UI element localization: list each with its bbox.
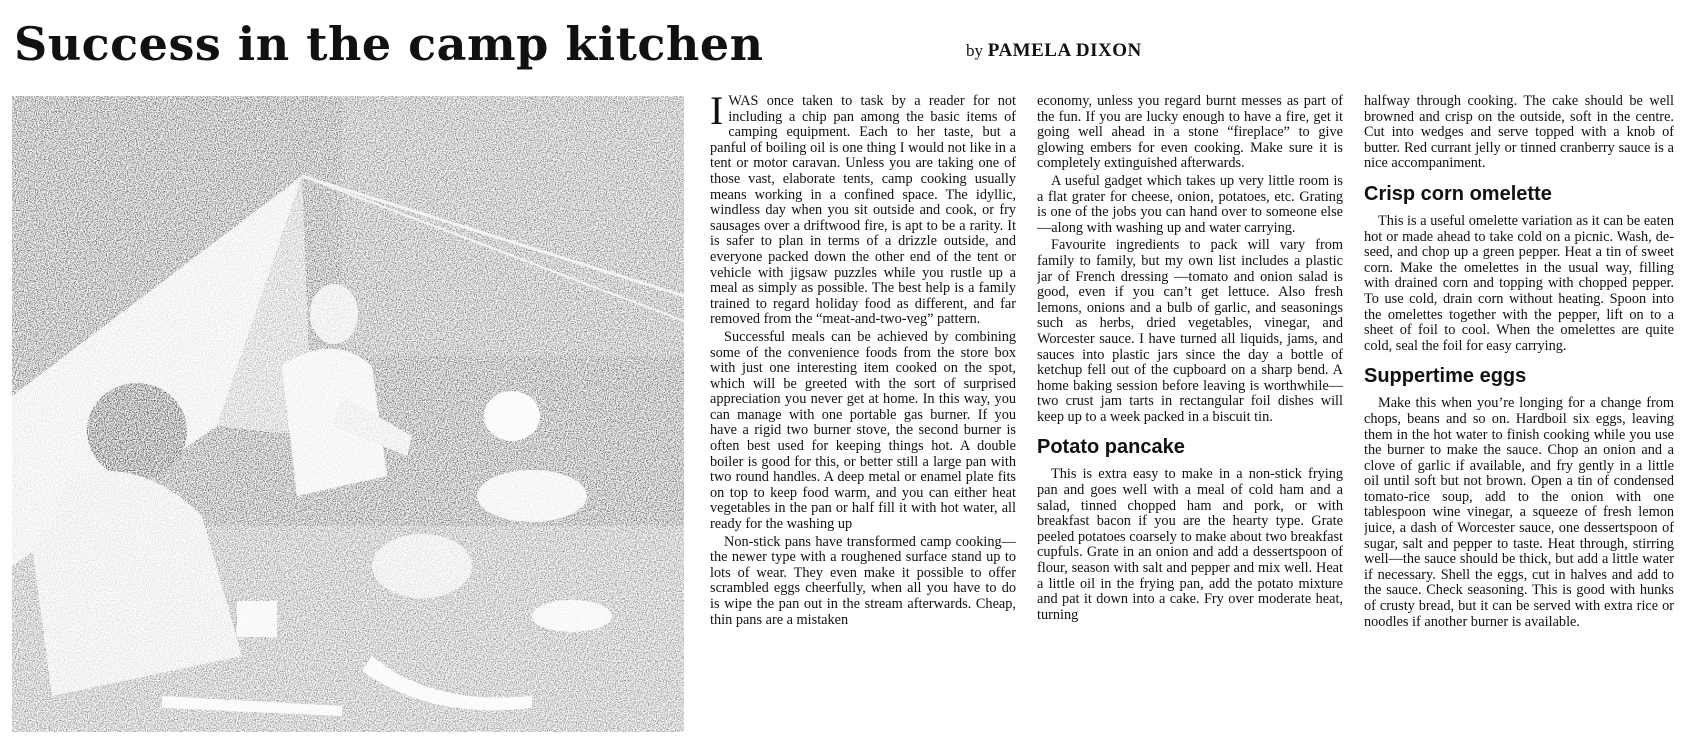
paragraph: Successful meals can be achieved by combining some of the convenience foods from the store box with just one interesting item cooked on the spot, which will be greeted with the sort of surprised appreciation you never get at home. In this way, you can manage with one portable gas burner. If you have a rigid two burner stove, the second burner is often best used for keeping things hot. A double boiler is good for this, or better still a large pan with two round handles. A deep metal or enamel plate fits on top to keep food warm, and you can either heat vegetables in the pan or half fill it with hot water, all ready for the washing up: [710, 328, 1016, 533]
camp-photo: [12, 96, 684, 732]
paragraph: This is extra easy to make in a non-stick frying pan and goes well with a meal of cold ham and a salad, tinned chopped ham and pork, or with breakfast bacon if you are the hearty type. Grate peeled potatoes coarsely to make about two breakfast cupfuls. Grate in an onion and add a dessertspoon of flour, season with salt and pepper and mix well. Heat a little oil in the frying pan, add the potato mixture and pat it down into a cake. Fry over moderate heat, turning: [1037, 466, 1343, 623]
paragraph: Favourite ingredients to pack will vary from family to family, but my own list includes a plastic jar of French dressing —tomato and onion salad is good, even if you can’t get lettuce. Also fresh lemons, onions and a bulb of garlic, and seasonings such as herbs, dried vegetables, vinegar, and Worcester sauce. I have turned all liquids, jams, and sauces into plastic jars since the day a bottle of ketchup fell out of the cupboard on a sharp bend. A home baking session before leaving is worthwhile—two crust jam tarts in rectangular foil dishes will keep up to a week packed in a biscuit tin.: [1037, 237, 1343, 425]
paragraph: [710, 94, 1016, 328]
paragraph: This is a useful omelette variation as it can be eaten hot or made ahead to take cold on a picnic. Wash, de-seed, and chop up a green pepper. Heat a tin of sweet corn. Make the omelettes in the usual way, filling with drained corn and topping with chopped pepper. To use cold, drain corn without heating. Spoon into the omelettes together with the pepper, lift on to a sheet of foil to cool. When the omelettes are quite cold, seal the foil for easy carrying.: [1364, 212, 1674, 354]
article-column-2: [1037, 94, 1343, 742]
byline: [966, 40, 1142, 62]
subhead-potato-pancake: Potato pancake: [1037, 436, 1185, 459]
paragraph: Make this when you’re longing for a change from chops, beans and so on. Hardboil six eggs, leaving them in the hot water to finish cooking while you use the burner to make the sauce. Chop an onion and a clove of garlic if available, and fry gently in a little oil until soft but not brown. Open a tin of condensed tomato-rice soup, add to the onion with one tablespoon wine vinegar, a squeeze of fresh lemon juice, a dash of Worcester sauce, one dessertspoon of sugar, salt and pepper to taste. Heat through, stirring well—the sauce should be thick, but add a little water if necessary. Shell the eggs, cut in halves and add to the sauce. Check seasoning. This is good with hunks of crusty bread, but it can be served with extra rice or noodles if another burner is available.: [1364, 395, 1674, 630]
paragraph: halfway through cooking. The cake should be well browned and crisp on the outside, soft in the centre. Cut into wedges and serve topped with a knob of butter. Red currant jelly or tinned cranberry sauce is a nice accompaniment.: [1364, 94, 1674, 172]
drop-cap: I: [710, 94, 724, 133]
subhead-crisp-corn-omelette: Crisp corn omelette: [1364, 182, 1552, 205]
headline: Success in the camp kitchen: [14, 17, 764, 71]
subhead-suppertime-eggs: Suppertime eggs: [1364, 365, 1527, 388]
paragraph: economy, unless you regard burnt messes as part of the fun. If you are lucky enough to have a fire, get it going well ahead in a stone “fireplace” to give glowing embers for even cooking. Make sure it is completely extinguished afterwards.: [1037, 94, 1343, 172]
paragraph: A useful gadget which takes up very little room is a flat grater for cheese, onion, potatoes, etc. Grating is one of the jobs you can hand over to someone else—along with washing up and water carrying.: [1037, 172, 1343, 236]
article-column-1: [710, 94, 1016, 742]
paragraph-text: WAS once taken to task by a reader for not including a chip pan among the basic items of camping equipment. Each to her taste, but a panful of boiling oil is one thing I would not like in a tent or motor caravan. Unless you are taking one of those vast, elaborate tents, camp cooking usually means working in a confined space. The idyllic, windless day when you sit outside and cook, or fry sausages over a driftwood fire, is apt to be a rarity. It is safer to plan in terms of a drizzle outside, and everyone packed down the other end of the tent or vehicle with jigsaw puzzles while you rustle up a meal as simply as possible. The best help is a family trained to regard holiday food as different, and far removed from the “meat-and-two-veg” pattern.: [710, 94, 1016, 328]
byline-author: PAMELA DIXON: [987, 40, 1142, 61]
article-column-3: [1364, 94, 1674, 742]
paragraph: Non-stick pans have transformed camp cooking—the newer type with a roughened surface stand up to lots of wear. They even make it possible to offer scrambled eggs cheerfully, when all you have to do is wipe the pan out in the stream afterwards. Cheap, thin pans are a mistaken: [710, 533, 1016, 628]
byline-by: by: [966, 41, 983, 60]
